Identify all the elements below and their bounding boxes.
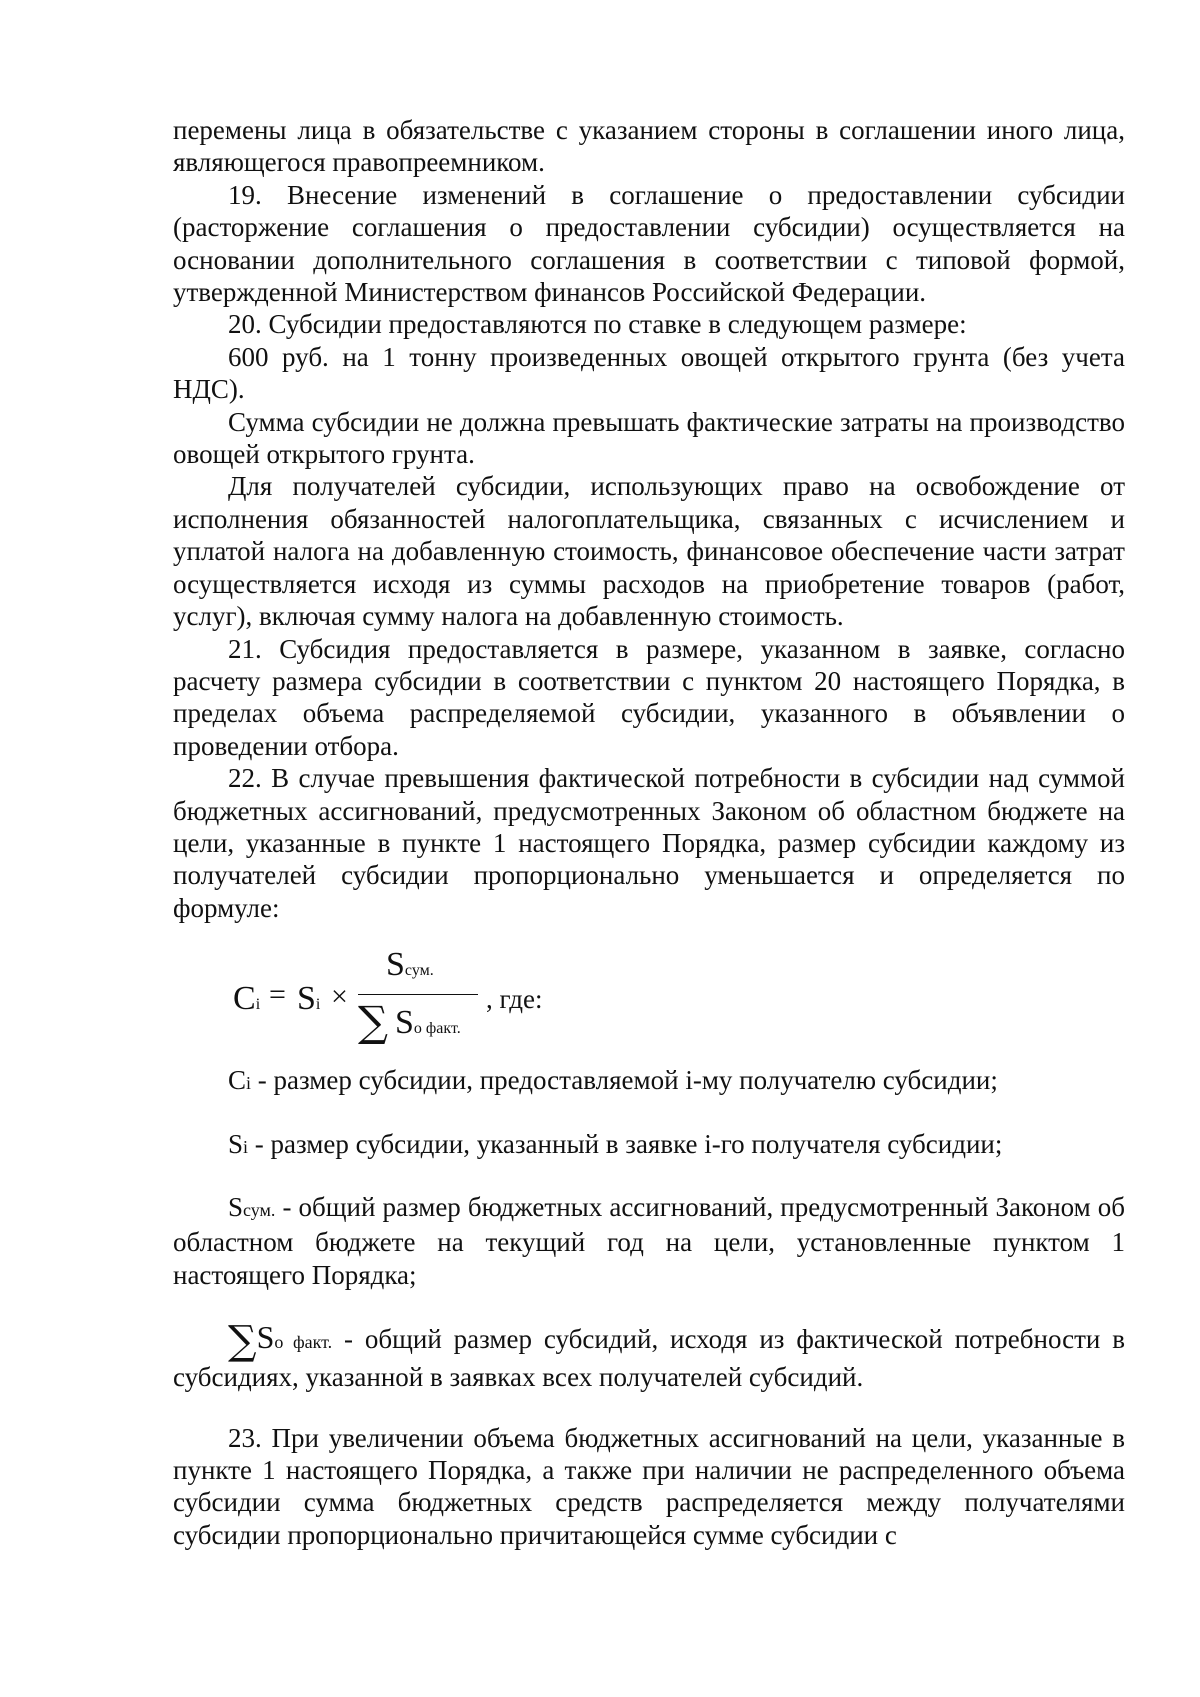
paragraph-23: 23. При увеличении объема бюджетных ассигнований на цели, указанные в пункте 1 настоящего Порядка, а также при наличии не распределенного объема субсидии сумма бюджетных средств распределяется между получателями субсидии пропорционально причитающейся сумме субсидии с (173, 1422, 1125, 1550)
definition-sfact-subscript: о факт. (274, 1332, 333, 1353)
definition-sfact-symbol: S (256, 1319, 275, 1356)
formula-numerator (386, 948, 434, 982)
spacer (173, 1163, 1125, 1191)
formula-s-symbol: S (297, 980, 316, 1018)
paragraph-vat: Для получателей субсидии, использующих право на освобождение от исполнения обязанностей налогоплательщика, связанных с исчислением и уплатой налога на добавленную стоимость, финансовое обеспечение части затрат осуществляется исходя из суммы расходов на приобретение товаров (работ, услуг), включая сумму налога на добавленную стоимость. (173, 471, 1125, 632)
paragraph-rate: 600 руб. на 1 тонну произведенных овощей открытого грунта (без учета НДС). (173, 341, 1125, 405)
definition-ssum (173, 1191, 1125, 1291)
document-page (173, 114, 1125, 1551)
definition-si-text: - размер субсидии, указанный в заявке i-го получателя субсидии; (248, 1128, 1003, 1159)
formula-c-subscript: i (255, 996, 261, 1014)
definition-ci-text: - размер субсидии, предоставляемой i-му получателю субсидии; (251, 1065, 998, 1096)
definition-si-symbol: S (228, 1128, 244, 1159)
formula-s-subscript: i (315, 996, 321, 1014)
formula-times: × (331, 980, 348, 1014)
formula-c-symbol: C (233, 980, 256, 1018)
formula-denominator-symbol: S (395, 1004, 414, 1042)
definition-ci-symbol: C (228, 1065, 247, 1096)
definition-ssum-text: - общий размер бюджетных ассигнований, предусмотренный Законом об областном бюджете на текущий год на цели, установленные пунктом 1 настоящего Порядка; (173, 1191, 1125, 1290)
formula-numerator-subscript: сум. (404, 962, 434, 980)
formula-sigma: ∑ (358, 997, 388, 1047)
spacer (173, 1100, 1125, 1128)
definition-ci (173, 1064, 1125, 1099)
subsidy-formula (233, 928, 1125, 1064)
definition-si-subscript: i (243, 1136, 249, 1157)
definition-sfact (173, 1318, 1125, 1393)
fraction-line (358, 994, 478, 995)
paragraph-19: 19. Внесение изменений в соглашение о предоставлении субсидии (расторжение соглашения о предоставлении субсидии) осуществляется на основании дополнительного соглашения в соответствии с типовой формой, утвержденной Министерством финансов Российской Федерации. (173, 179, 1125, 308)
spacer (173, 1394, 1125, 1422)
definition-si (173, 1128, 1125, 1163)
definition-sfact-sigma: ∑ (228, 1318, 257, 1365)
paragraph-20: 20. Субсидии предоставляются по ставке в следующем размере: (228, 309, 967, 340)
formula-denominator-subscript: о факт. (413, 1020, 461, 1038)
definition-sfact-text: - общий размер субсидий, исходя из фактической потребности в субсидиях, указанной в заявках всех получателей субсидий. (173, 1324, 1125, 1393)
formula-s (297, 982, 320, 1016)
paragraph-22: 22. В случае превышения фактической потребности в субсидии над суммой бюджетных ассигнований, предусмотренных Законом об областном бюджете на цели, указанные в пункте 1 настоящего Порядка, размер субсидии каждому из получателей субсидии пропорционально уменьшается и определяется по формуле: (173, 763, 1125, 923)
formula-equals: = (269, 978, 286, 1012)
definition-ci-subscript: i (246, 1073, 252, 1094)
formula-denominator (395, 1006, 461, 1040)
paragraph-21: 21. Субсидия предоставляется в размере, указанном в заявке, согласно расчету размера субсидии в соответствии с пунктом 20 настоящего Порядка, в пределах объема распределяемой субсидии, указанного в объявлении о проведении отбора. (173, 633, 1125, 761)
definition-ssum-subscript: сум. (243, 1199, 276, 1220)
spacer (173, 1291, 1125, 1321)
definition-ssum-symbol: S (228, 1191, 244, 1222)
formula-where: , где: (486, 984, 543, 1015)
formula-c (233, 982, 260, 1016)
paragraph-limit: Сумма субсидии не должна превышать фактические затраты на производство овощей открытого грунта. (173, 406, 1125, 470)
paragraph-continuation: перемены лица в обязательстве с указанием стороны в соглашении иного лица, являющегося правопреемником. (173, 115, 1125, 178)
formula-numerator-symbol: S (386, 946, 405, 984)
